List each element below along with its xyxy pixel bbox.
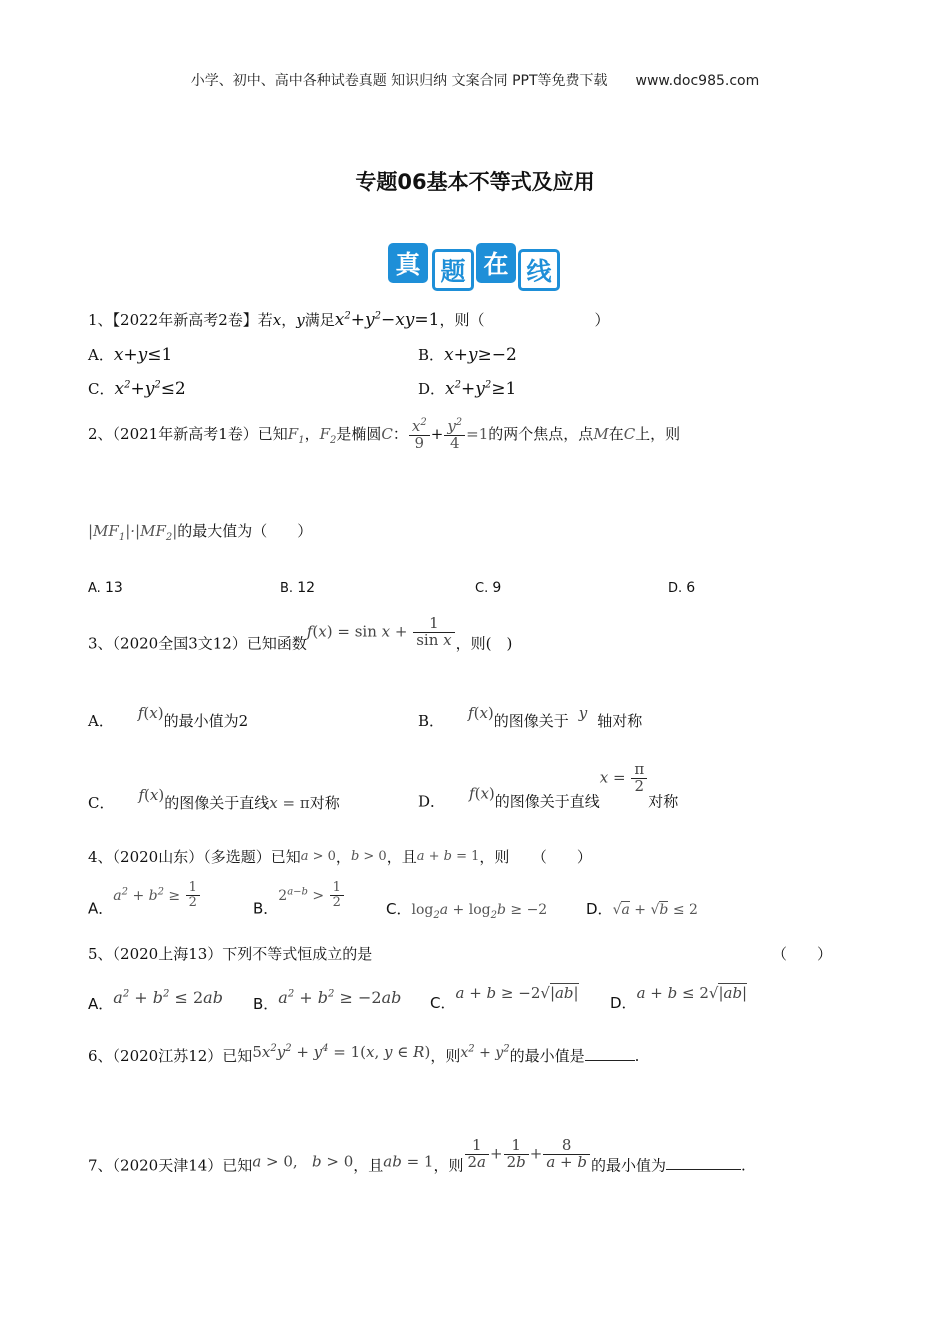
question-5-option-d: D．a + b ≤ 2√|ab| (610, 984, 748, 1012)
question-4-option-d: D．√a + √b ≤ 2 (586, 900, 698, 918)
question-4-stem: 4、（2020山东）（多选题）已知a > 0，b > 0，且a + b = 1，则 （ ） (88, 848, 592, 866)
question-2-option-b: B. 12 (280, 580, 316, 596)
question-2-option-a: A. 13 (88, 580, 123, 596)
question-1-option-b: B．x+y≥−2 (418, 345, 517, 365)
page-title: 专题06基本不等式及应用 (355, 170, 595, 194)
question-2-option-c: C. 9 (475, 580, 502, 596)
page-header (0, 70, 950, 90)
question-3-option-c: C． f(x)的图像关于直线x = π对称 (88, 786, 340, 812)
question-1-option-c: C．$x^2+y^2\le 2$ (88, 379, 186, 399)
question-3-option-b: B． f(x)的图像关于 y 轴对称 (418, 704, 643, 730)
question-5-option-c: C．a + b ≥ −2√|ab| (430, 984, 579, 1012)
badge-char-3: 在 (476, 243, 516, 283)
question-3-option-d: D． f(x)的图像关于直线x = $\frac{\pi}{2}$ 对称 (418, 760, 679, 811)
header-text: 小学、初中、高中各种试卷真题 知识归纳 文案合同 PPT等免费下载 (190, 73, 608, 89)
question-2-option-d: D. 6 (668, 580, 696, 596)
question-5-option-a: A．$a^2 + b^2 \le 2ab$ (88, 988, 223, 1013)
question-3-option-a: A． f(x)的最小值为2 (88, 704, 249, 730)
question-4-option-b: B．$2^{a-b}$ > $\frac{1}{2}$ (253, 881, 345, 919)
question-4-option-a: A．$a^2 + b^2$ ≥ $\frac{1}{2}$ (88, 881, 201, 919)
question-6-stem: 6、（2020江苏12）已知$5x^2y^2 + y^4 = 1(x$, y ∈ R)，则$x^2 + y^2$的最小值是 . (88, 1043, 640, 1065)
question-1-option-a: A．x+y≤1 (88, 345, 173, 365)
question-4-option-c: C．$\log_2a + \log_2b \ge -2$ (386, 900, 548, 921)
question-2-stem: 2、（2021年新高考1卷）已知$F_1$，$F_2$是椭圆C： $\frac{x^2}{9}$ + $\frac{y^2}{4}$ =1的两个焦点，点M在C上，则 (88, 417, 681, 452)
question-5-stem: 5、（2020上海13）下列不等式恒成立的是 (88, 945, 373, 963)
question-7-stem: 7、（2020天津14）已知a > 0, b > 0，且ab = 1，则 $\frac{1}{2a}$ + $\frac{1}{2b}$ + $\frac{8}{a + b}$ 的最小值为 . (88, 1136, 746, 1175)
badge-char-2: 题 (432, 249, 474, 291)
question-2-stem-line-2: $|MF_1|\cdot|MF_2|$的最大值为（ ） (88, 522, 313, 543)
question-3-stem: 3、（2020全国3文12）已知函数f(x) = sin x + $\frac{1}{\text{sin x}}$ ，则( ) (88, 614, 513, 653)
question-1-stem: 1、【2022年新高考2卷】若x，y满足$x^2+y^2-xy=1$，则（ ） (88, 310, 610, 330)
badge-char-4: 线 (518, 249, 560, 291)
badge-char-1: 真 (388, 243, 428, 283)
question-5-option-b: B．$a^2 + b^2 \ge -2ab$ (253, 988, 402, 1013)
header-site: www.doc985.com (635, 73, 760, 89)
question-1-option-d: D．$x^2+y^2\ge 1$ (418, 379, 517, 399)
question-5-paren: （ ） (772, 945, 833, 963)
